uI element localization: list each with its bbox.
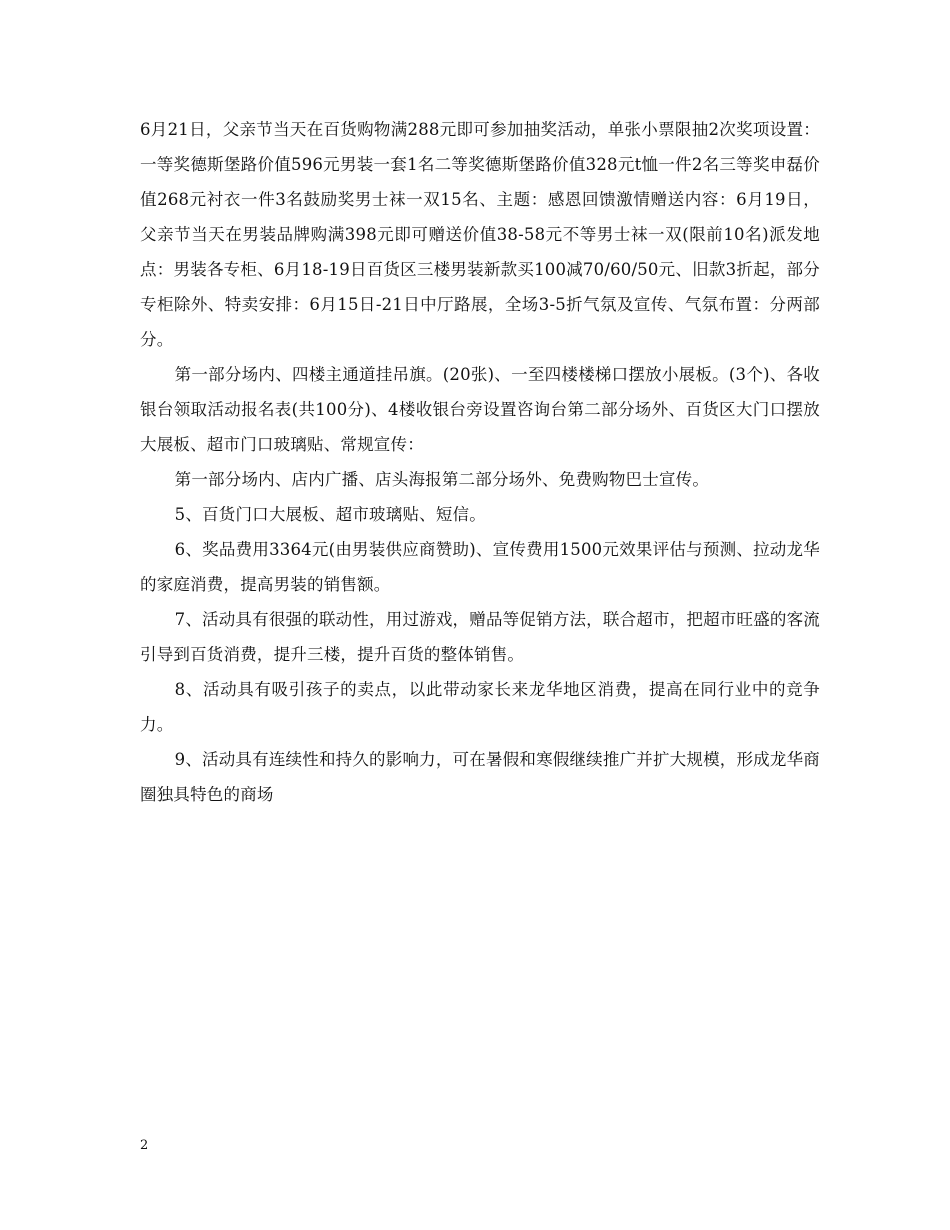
paragraph-4: 5、百货门口大展板、超市玻璃贴、短信。 [174, 505, 486, 524]
paragraph-8: 9、活动具有连续性和持久的影响力，可在暑假和寒假继续推广并扩大规模，形成龙华商圈独具特色的商场 [140, 750, 820, 804]
paragraph-5: 6、奖品费用3364元(由男装供应商赞助)、宣传费用1500元效果评估与预测、拉动龙华的家庭消费，提高男装的销售额。 [140, 540, 820, 594]
paragraph-6: 7、活动具有很强的联动性，用过游戏，赠品等促销方法，联合超市，把超市旺盛的客流引导到百货消费，提升三楼，提升百货的整体销售。 [140, 610, 820, 664]
paragraph-2: 第一部分场内、四楼主通道挂吊旗。(20张)、一至四楼楼梯口摆放小展板。(3个)、各收银台领取活动报名表(共100分)、4楼收银台旁设置咨询台第二部分场外、百货区大门口摆放大展板、超市门口玻璃贴、常规宣传： [140, 365, 820, 454]
paragraph-3: 第一部分场内、店内广播、店头海报第二部分场外、免费购物巴士宣传。 [174, 470, 710, 489]
page-number: 2 [140, 1138, 149, 1153]
paragraph-1: 6月21日，父亲节当天在百货购物满288元即可参加抽奖活动，单张小票限抽2次奖项设置：一等奖德斯堡路价值596元男装一套1名二等奖德斯堡路价值328元t恤一件2名三等奖申磊价值268元衬衣一件3名鼓励奖男士袜一双15名、主题：感恩回馈激情赠送内容：6月19日，父亲节当天在男装品牌购满398元即可赠送价值38-58元不等男士袜一双(限前10名)派发地点：男装各专柜、6月18-19日百货区三楼男装新款买100减70/60/50元、旧款3折起，部分专柜除外、特卖安排：6月15日-21日中厅路展，全场3-5折气氛及宣传、气氛布置：分两部分。 [140, 120, 820, 349]
paragraph-7: 8、活动具有吸引孩子的卖点，以此带动家长来龙华地区消费，提高在同行业中的竞争力。 [140, 680, 820, 734]
document-body [140, 112, 820, 812]
